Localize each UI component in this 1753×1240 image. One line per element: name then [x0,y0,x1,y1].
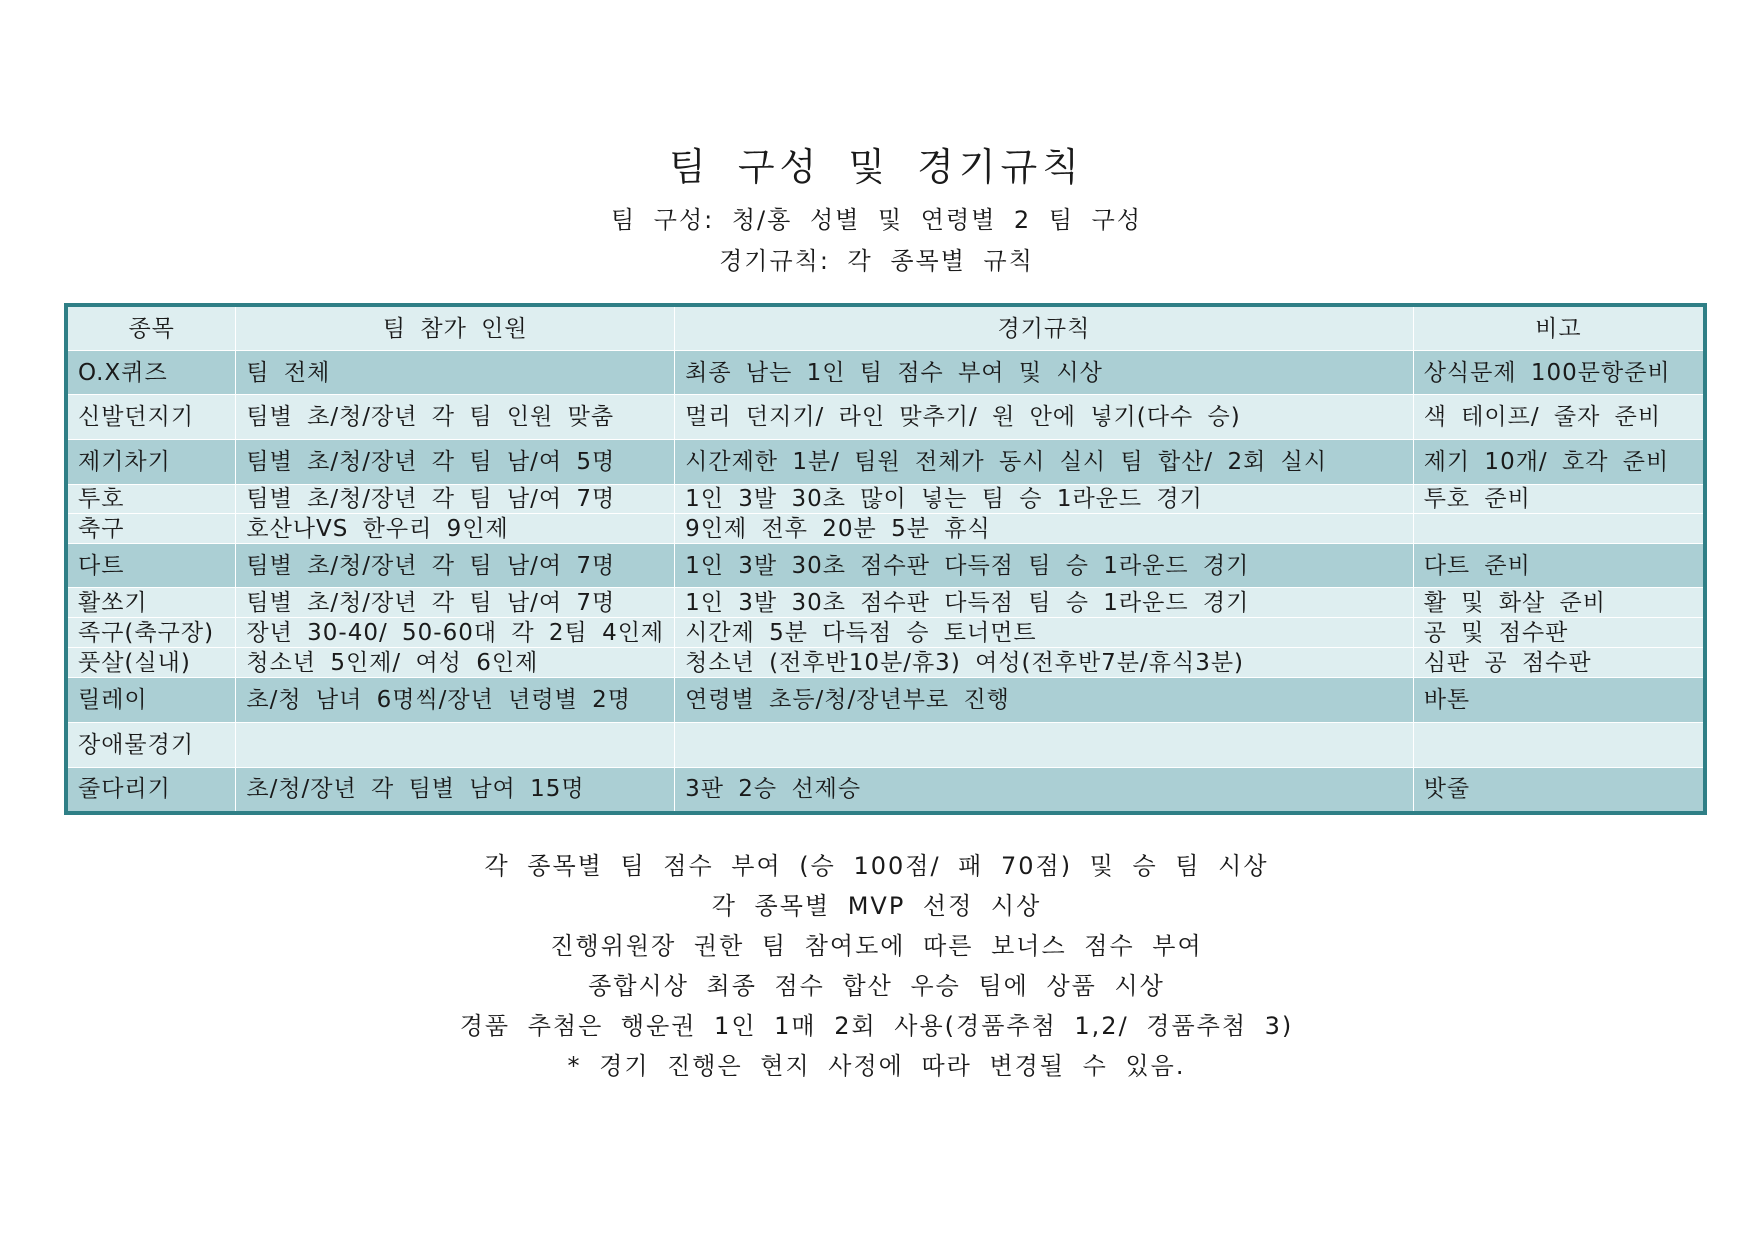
cell-remark: 색 테이프/ 줄자 준비 [1413,395,1705,440]
cell-rule: 멀리 던지기/ 라인 맞추기/ 원 안에 넣기(다수 승) [675,395,1414,440]
note-disclaimer: * 경기 진행은 현지 사정에 따라 변경될 수 있음. [567,1052,1186,1080]
header-remarks: 비고 [1413,305,1705,351]
note-scoring: 각 종목별 팀 점수 부여 (승 100점/ 패 70점) 및 승 팀 시상 [484,852,1269,880]
cell-event: 릴레이 [66,678,236,723]
table-row [66,395,1705,440]
table-row [66,678,1705,723]
header-participants: 팀 참가 인원 [236,305,675,351]
cell-rule: 청소년 (전후반10분/휴3) 여성(전후반7분/휴식3분) [675,648,1414,678]
cell-remark [1413,723,1705,768]
cell-rule: 1인 3발 30초 점수판 다득점 팀 승 1라운드 경기 [675,588,1414,618]
cell-participants: 장년 30-40/ 50-60대 각 2팀 4인제 [236,618,675,648]
cell-rule [675,723,1414,768]
cell-remark: 상식문제 100문항준비 [1413,351,1705,395]
cell-participants: 팀별 초/청/장년 각 팀 남/여 7명 [236,544,675,588]
cell-event: 제기차기 [66,440,236,485]
cell-event: 신발던지기 [66,395,236,440]
note-prize-draw: 경품 추첨은 행운권 1인 1매 2회 사용(경품추첨 1,2/ 경품추첨 3) [459,1012,1294,1040]
header-event: 종목 [66,305,236,351]
table-row [66,440,1705,485]
cell-rule: 1인 3발 30초 점수판 다득점 팀 승 1라운드 경기 [675,544,1414,588]
cell-remark: 투호 준비 [1413,485,1705,514]
page-title: 팀 구성 및 경기규칙 [669,145,1084,189]
table-row [66,723,1705,768]
note-bonus: 진행위원장 권한 팀 참여도에 따른 보너스 점수 부여 [550,932,1203,960]
rules-table [64,303,1707,815]
table-row [66,514,1705,544]
cell-rule: 1인 3발 30초 많이 넣는 팀 승 1라운드 경기 [675,485,1414,514]
cell-remark: 공 및 점수판 [1413,618,1705,648]
cell-event: 장애물경기 [66,723,236,768]
cell-event: 축구 [66,514,236,544]
table-header-row [66,305,1705,351]
rules-subtitle-line: 경기규칙: 각 종목별 규칙 [719,247,1034,275]
cell-event: 줄다리기 [66,768,236,813]
cell-event: 풋살(실내) [66,648,236,678]
cell-participants: 호산나VS 한우리 9인제 [236,514,675,544]
cell-event: 활쏘기 [66,588,236,618]
cell-remark: 밧줄 [1413,768,1705,813]
cell-remark: 활 및 화살 준비 [1413,588,1705,618]
cell-remark [1413,514,1705,544]
table-row [66,351,1705,395]
cell-participants: 청소년 5인제/ 여성 6인제 [236,648,675,678]
header-rules: 경기규칙 [675,305,1414,351]
cell-remark: 다트 준비 [1413,544,1705,588]
cell-rule: 시간제 5분 다득점 승 토너먼트 [675,618,1414,648]
cell-event: 다트 [66,544,236,588]
cell-participants: 팀 전체 [236,351,675,395]
table-row [66,485,1705,514]
cell-participants [236,723,675,768]
cell-participants: 팀별 초/청/장년 각 팀 남/여 5명 [236,440,675,485]
table-row [66,768,1705,813]
note-mvp: 각 종목별 MVP 선정 시상 [711,892,1042,920]
table-row [66,544,1705,588]
cell-remark: 심판 공 점수판 [1413,648,1705,678]
cell-rule: 시간제한 1분/ 팀원 전체가 동시 실시 팀 합산/ 2회 실시 [675,440,1414,485]
cell-participants: 팀별 초/청/장년 각 팀 남/여 7명 [236,485,675,514]
note-overall-award: 종합시상 최종 점수 합산 우승 팀에 상품 시상 [588,972,1165,1000]
cell-rule: 최종 남는 1인 팀 점수 부여 및 시상 [675,351,1414,395]
table-row [66,648,1705,678]
cell-rule: 3판 2승 선제승 [675,768,1414,813]
cell-event: 족구(축구장) [66,618,236,648]
cell-remark: 바톤 [1413,678,1705,723]
cell-rule: 연령별 초등/청/장년부로 진행 [675,678,1414,723]
cell-rule: 9인제 전후 20분 5분 휴식 [675,514,1414,544]
table-row [66,618,1705,648]
table-row [66,588,1705,618]
cell-participants: 팀별 초/청/장년 각 팀 남/여 7명 [236,588,675,618]
cell-remark: 제기 10개/ 호각 준비 [1413,440,1705,485]
cell-participants: 팀별 초/청/장년 각 팀 인원 맞춤 [236,395,675,440]
cell-participants: 초/청/장년 각 팀별 남여 15명 [236,768,675,813]
team-composition-line: 팀 구성: 청/홍 성별 및 연령별 2 팀 구성 [610,206,1143,234]
cell-participants: 초/청 남녀 6명씩/장년 년령별 2명 [236,678,675,723]
cell-event: 투호 [66,485,236,514]
cell-event: O.X퀴즈 [66,351,236,395]
